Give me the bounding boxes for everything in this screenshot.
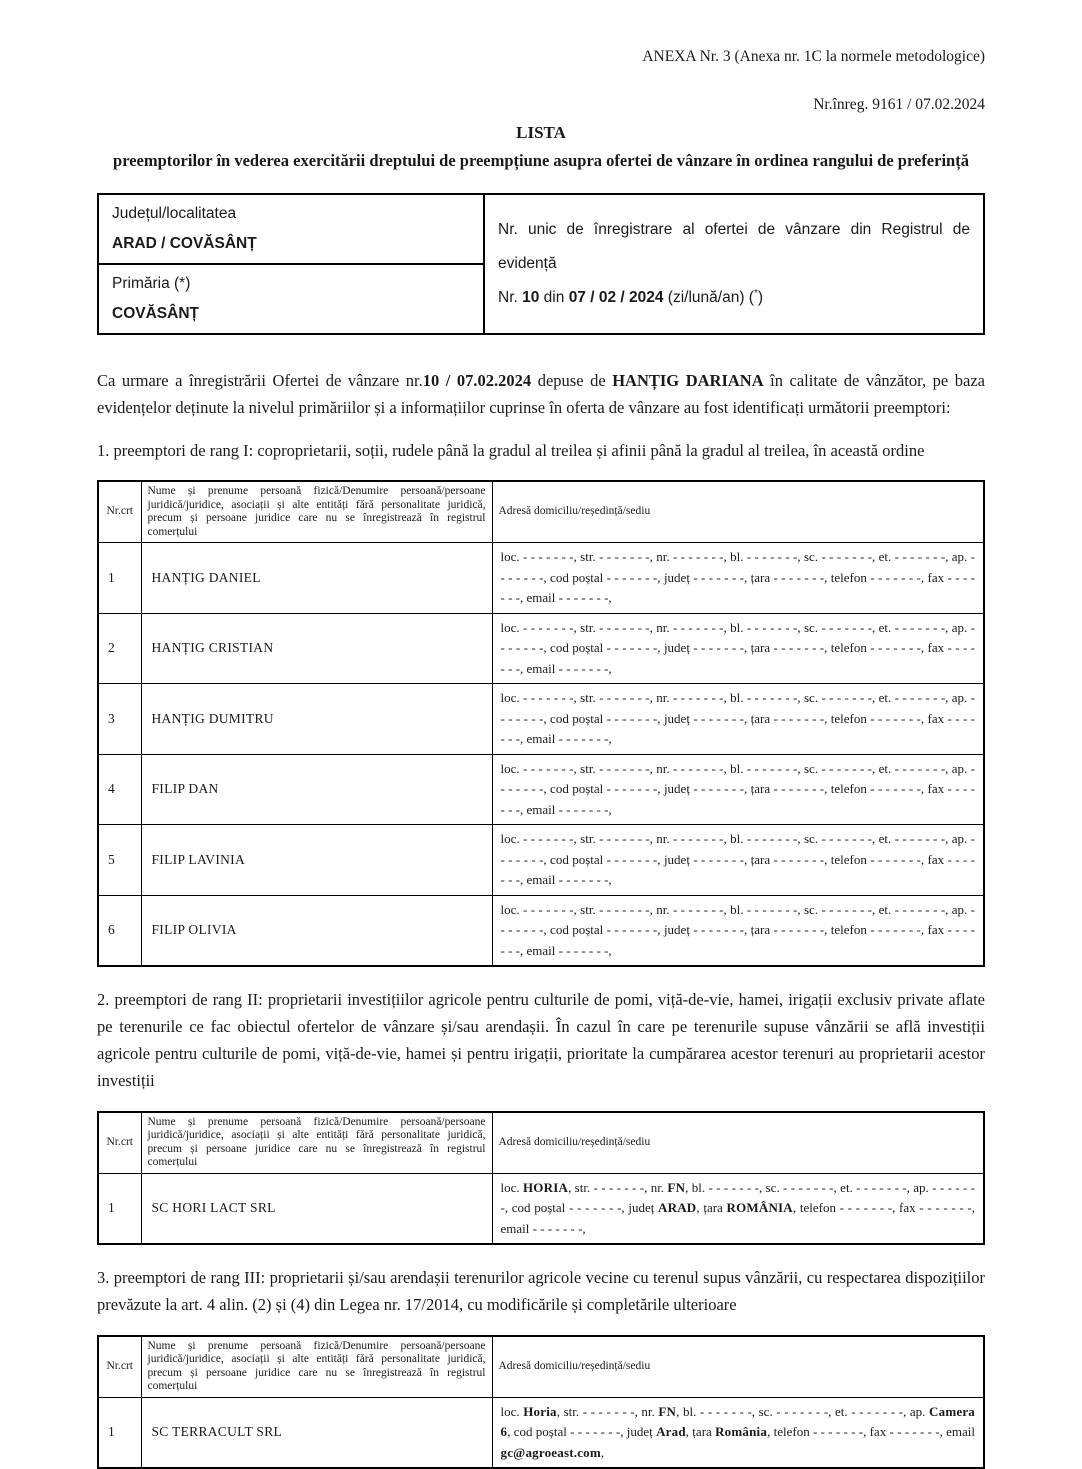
table-row: [98, 684, 984, 755]
table-header-address: Adresă domiciliu/reședință/sediu: [492, 1336, 984, 1398]
table-header-name: Nume și prenume persoană fizică/Denumire persoană/persoane juridică/juridice, asociații și alte entități fără personalitate juridică, precum și persoane juridice care nu se înregistrează în registrul comerțului: [141, 1112, 492, 1174]
registration-number: Nr.înreg. 9161 / 07.02.2024: [97, 96, 985, 114]
county-label: Județul/localitatea: [112, 199, 470, 229]
row-number: 5: [98, 825, 141, 896]
preemptor-name: HANȚIG DANIEL: [141, 543, 492, 614]
page-title: LISTA: [97, 123, 985, 143]
offer-registration-text: Nr. unic de înregistrare al ofertei de vânzare din Registrul de evidență: [498, 213, 970, 281]
table-header-name: Nume și prenume persoană fizică/Denumire persoană/persoane juridică/juridice, asociații și alte entități fără personalitate juridică, precum și persoane juridice care nu se înregistrează în registrul comerțului: [141, 481, 492, 543]
address-cell: loc. - - - - - - -, str. - - - - - - -, nr. - - - - - - -, bl. - - - - - - -, sc. - - - - - - -, et. - - - - - - -, ap. - - - - - - -, cod poștal - - - - - - -, județ - - - - - - -, țara - - - - - - -, telefon - - - - - - -, fax - - - - - - -, email - - - - - - -,: [492, 613, 984, 684]
address-cell: loc. - - - - - - -, str. - - - - - - -, nr. - - - - - - -, bl. - - - - - - -, sc. - - - - - - -, et. - - - - - - -, ap. - - - - - - -, cod poștal - - - - - - -, județ - - - - - - -, țara - - - - - - -, telefon - - - - - - -, fax - - - - - - -, email - - - - - - -,: [492, 825, 984, 896]
city-hall-cell: [98, 264, 484, 334]
row-number: 1: [98, 543, 141, 614]
intro-paragraph: Ca urmare a înregistrării Ofertei de vânzare nr.10 / 07.02.2024 depuse de HANȚIG DARIANA în calitate de vânzător, pe baza evidențelor deținute la nivelul primăriilor și a informațiilor cuprinse în oferta de vânzare au fost identificați următorii preemptori:: [97, 368, 985, 421]
address-cell: loc. - - - - - - -, str. - - - - - - -, nr. - - - - - - -, bl. - - - - - - -, sc. - - - - - - -, et. - - - - - - -, ap. - - - - - - -, cod poștal - - - - - - -, județ - - - - - - -, țara - - - - - - -, telefon - - - - - - -, fax - - - - - - -, email - - - - - - -,: [492, 754, 984, 825]
city-hall-label: Primăria (*): [112, 269, 470, 299]
row-number: 4: [98, 754, 141, 825]
city-hall-value: COVĂSÂNȚ: [112, 299, 470, 329]
preemptor-name: SC HORI LACT SRL: [141, 1173, 492, 1244]
offer-number: 10: [522, 289, 539, 306]
rank3-table: [97, 1335, 985, 1469]
header-info-table: [97, 193, 985, 335]
preemptor-name: FILIP LAVINIA: [141, 825, 492, 896]
row-number: 3: [98, 684, 141, 755]
rank1-heading: 1. preemptori de rang I: coproprietarii, soții, rudele până la gradul al treilea și afinii până la gradul al treilea, în această ordine: [97, 438, 985, 464]
rank1-table: [97, 480, 985, 967]
seller-name: HANȚIG DARIANA: [612, 371, 763, 390]
table-header-nr: Nr.crt: [98, 1112, 141, 1174]
address-cell: loc. - - - - - - -, str. - - - - - - -, nr. - - - - - - -, bl. - - - - - - -, sc. - - - - - - -, et. - - - - - - -, ap. - - - - - - -, cod poștal - - - - - - -, județ - - - - - - -, țara - - - - - - -, telefon - - - - - - -, fax - - - - - - -, email - - - - - - -,: [492, 684, 984, 755]
preemptor-name: FILIP OLIVIA: [141, 895, 492, 966]
table-row: [98, 1397, 984, 1468]
table-row: [98, 543, 984, 614]
table-header-address: Adresă domiciliu/reședință/sediu: [492, 481, 984, 543]
preemptor-name: SC TERRACULT SRL: [141, 1397, 492, 1468]
address-cell: loc. Horia, str. - - - - - - -, nr. FN, bl. - - - - - - -, sc. - - - - - - -, et. - - - - - - -, ap. Camera 6, cod poștal - - - - - - -, județ Arad, țara România, telefon - - - - - - -, fax - - - - - - -, email gc@agroeast.com,: [492, 1397, 984, 1468]
table-row: [98, 825, 984, 896]
page-subtitle: preemptorilor în vederea exercitării dreptului de preempțiune asupra ofertei de vânzare în ordinea rangului de preferință: [97, 147, 985, 174]
row-number: 2: [98, 613, 141, 684]
row-number: 1: [98, 1173, 141, 1244]
rank3-heading: 3. preemptori de rang III: proprietarii și/sau arendașii terenurilor agricole vecine cu terenul supus vânzării, cu respectarea dispozițiilor prevăzute la art. 4 alin. (2) și (4) din Legea nr. 17/2014, cu modificările și completările ulterioare: [97, 1264, 985, 1318]
anexa-note: ANEXA Nr. 3 (Anexa nr. 1C la normele metodologice): [97, 48, 985, 66]
table-header-nr: Nr.crt: [98, 481, 141, 543]
table-header-nr: Nr.crt: [98, 1336, 141, 1398]
preemptor-name: HANȚIG CRISTIAN: [141, 613, 492, 684]
table-row: [98, 754, 984, 825]
county-value: ARAD / COVĂSÂNȚ: [112, 229, 470, 259]
offer-date: 07 / 02 / 2024: [569, 289, 664, 306]
table-row: [98, 1173, 984, 1244]
footnote-star: *: [754, 288, 758, 299]
offer-registration-cell: [484, 194, 984, 334]
row-number: 1: [98, 1397, 141, 1468]
rank2-table: [97, 1111, 985, 1246]
address-cell: loc. - - - - - - -, str. - - - - - - -, nr. - - - - - - -, bl. - - - - - - -, sc. - - - - - - -, et. - - - - - - -, ap. - - - - - - -, cod poștal - - - - - - -, județ - - - - - - -, țara - - - - - - -, telefon - - - - - - -, fax - - - - - - -, email - - - - - - -,: [492, 543, 984, 614]
table-header-address: Adresă domiciliu/reședință/sediu: [492, 1112, 984, 1174]
table-row: [98, 895, 984, 966]
county-cell: [98, 194, 484, 264]
row-number: 6: [98, 895, 141, 966]
offer-ref: 10 / 07.02.2024: [423, 371, 531, 390]
table-row: [98, 613, 984, 684]
address-cell: loc. HORIA, str. - - - - - - -, nr. FN, bl. - - - - - - -, sc. - - - - - - -, et. - - - - - - -, ap. - - - - - - -, cod poștal - - - - - - -, județ ARAD, țara ROMÂNIA, telefon - - - - - - -, fax - - - - - - -, email - - - - - - -,: [492, 1173, 984, 1244]
preemptor-name: HANȚIG DUMITRU: [141, 684, 492, 755]
address-cell: loc. - - - - - - -, str. - - - - - - -, nr. - - - - - - -, bl. - - - - - - -, sc. - - - - - - -, et. - - - - - - -, ap. - - - - - - -, cod poștal - - - - - - -, județ - - - - - - -, țara - - - - - - -, telefon - - - - - - -, fax - - - - - - -, email - - - - - - -,: [492, 895, 984, 966]
rank2-heading: 2. preemptori de rang II: proprietarii investițiilor agricole pentru culturile de pomi, viță-de-vie, hamei, irigații exclusiv private aflate pe terenurile ce fac obiectul ofertelor de vânzare și/sau arendașii. În cazul în care pe terenurile supuse vânzării se află investiții agricole pentru culturile de pomi, viță-de-vie, hamei și pentru irigații, prioritate la cumpărarea acestor terenuri au proprietarii acestor investiții: [97, 986, 985, 1094]
table-header-name: Nume și prenume persoană fizică/Denumire persoană/persoane juridică/juridice, asociații și alte entități fără personalitate juridică, precum și persoane juridice care nu se înregistrează în registrul comerțului: [141, 1336, 492, 1398]
preemptor-name: FILIP DAN: [141, 754, 492, 825]
offer-number-line: Nr. 10 din 07 / 02 / 2024 (zi/lună/an) (*): [498, 281, 970, 315]
